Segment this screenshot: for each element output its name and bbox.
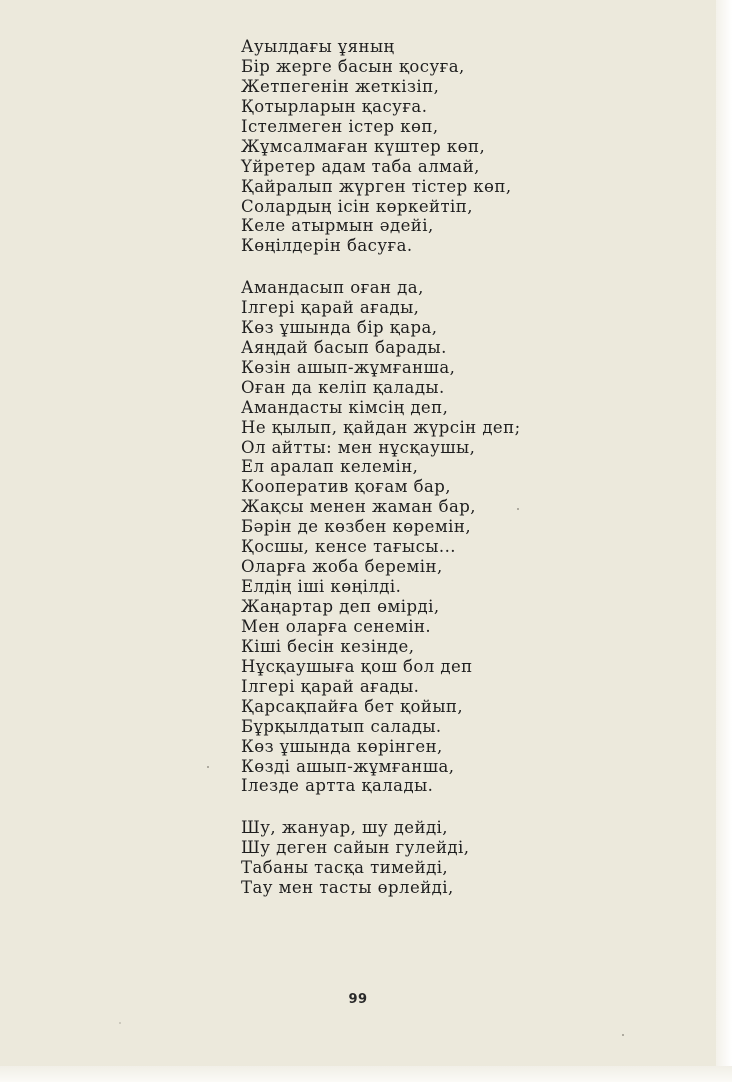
poem-line: Мен оларға сенемін.: [241, 616, 432, 636]
poem-line: Не қылып, қайдан жүрсін деп;: [241, 417, 521, 437]
paper-speck: [622, 1034, 624, 1036]
poem-line: Аяңдай басып барады.: [241, 337, 447, 357]
page-edge-bottom: [0, 1066, 732, 1082]
poem-line: Келе атырмын әдейі,: [241, 216, 434, 236]
poem-line: Ілгері қарай ағады,: [241, 297, 420, 317]
page-edge-right: [716, 0, 732, 1082]
poem-line: Көз ұшында бір қара,: [241, 317, 438, 337]
poem-line: Жаңартар деп өмірді,: [241, 597, 440, 616]
paper-speck: [517, 508, 519, 510]
poem-line: Жақсы менен жаман бар,: [241, 497, 477, 517]
poem-line: Тау мен тасты өрлейді,: [241, 877, 454, 897]
poem-line: Шу, жануар, шу дейді,: [241, 818, 448, 838]
poem-line: Солардың ісін көркейтіп,: [241, 196, 473, 216]
poem-line: Қотырларын қасуға.: [241, 96, 428, 116]
poem-line: Жетпегенін жеткізіп,: [241, 76, 440, 96]
poem-line: Оған да келіп қалады.: [241, 377, 445, 397]
poem-line: Бір жерге басын қосуға,: [241, 56, 465, 76]
poem-line: Оларға жоба беремін,: [241, 557, 443, 577]
stanza-1: [241, 37, 661, 256]
poem-line: Көңілдерін басуға.: [241, 236, 413, 256]
poem-text: [241, 37, 661, 920]
stanza-2: [241, 278, 661, 796]
poem-line: Шу деген сайын гулейді,: [241, 838, 470, 857]
poem-line: Бұрқылдатып салады.: [241, 716, 442, 736]
poem-line: Амандасты кімсің деп,: [241, 397, 449, 417]
poem-line: Істелмеген істер көп,: [241, 116, 439, 136]
poem-line: Кіші бесін кезінде,: [241, 636, 415, 656]
poem-line: Бәрін де көзбен көремін,: [241, 517, 472, 537]
paper-speck: [207, 766, 209, 768]
poem-line: Қайралып жүрген тістер көп,: [241, 176, 512, 196]
poem-line: Ауылдағы ұяның: [241, 37, 395, 56]
poem-line: Елдің іші көңілді.: [241, 577, 402, 597]
poem-line: Амандасып оған да,: [241, 278, 424, 297]
poem-line: Ел аралап келемін,: [241, 457, 419, 477]
stanza-3: [241, 818, 661, 898]
poem-line: Қосшы, кенсе тағысы...: [241, 537, 456, 557]
poem-line: Кооператив қоғам бар,: [241, 477, 451, 497]
poem-line: Көзін ашып-жұмғанша,: [241, 357, 456, 377]
poem-line: Ол айтты: мен нұсқаушы,: [241, 437, 476, 457]
poem-line: Табаны тасқа тимейді,: [241, 857, 449, 877]
poem-line: Жұмсалмаған күштер көп,: [241, 136, 486, 156]
poem-line: Ілгері қарай ағады.: [241, 676, 420, 696]
poem-line: Қарсақпайға бет қойып,: [241, 696, 464, 716]
poem-line: Нұсқаушыға қош бол деп: [241, 656, 473, 676]
poem-line: Көзді ашып-жұмғанша,: [241, 756, 455, 776]
page-number: 99: [348, 992, 368, 1007]
poem-line: Көз ұшында көрінген,: [241, 736, 443, 756]
poem-line: Үйретер адам таба алмай,: [241, 156, 480, 176]
poem-line: Ілезде артта қалады.: [241, 776, 434, 796]
paper-speck: [119, 1022, 121, 1024]
